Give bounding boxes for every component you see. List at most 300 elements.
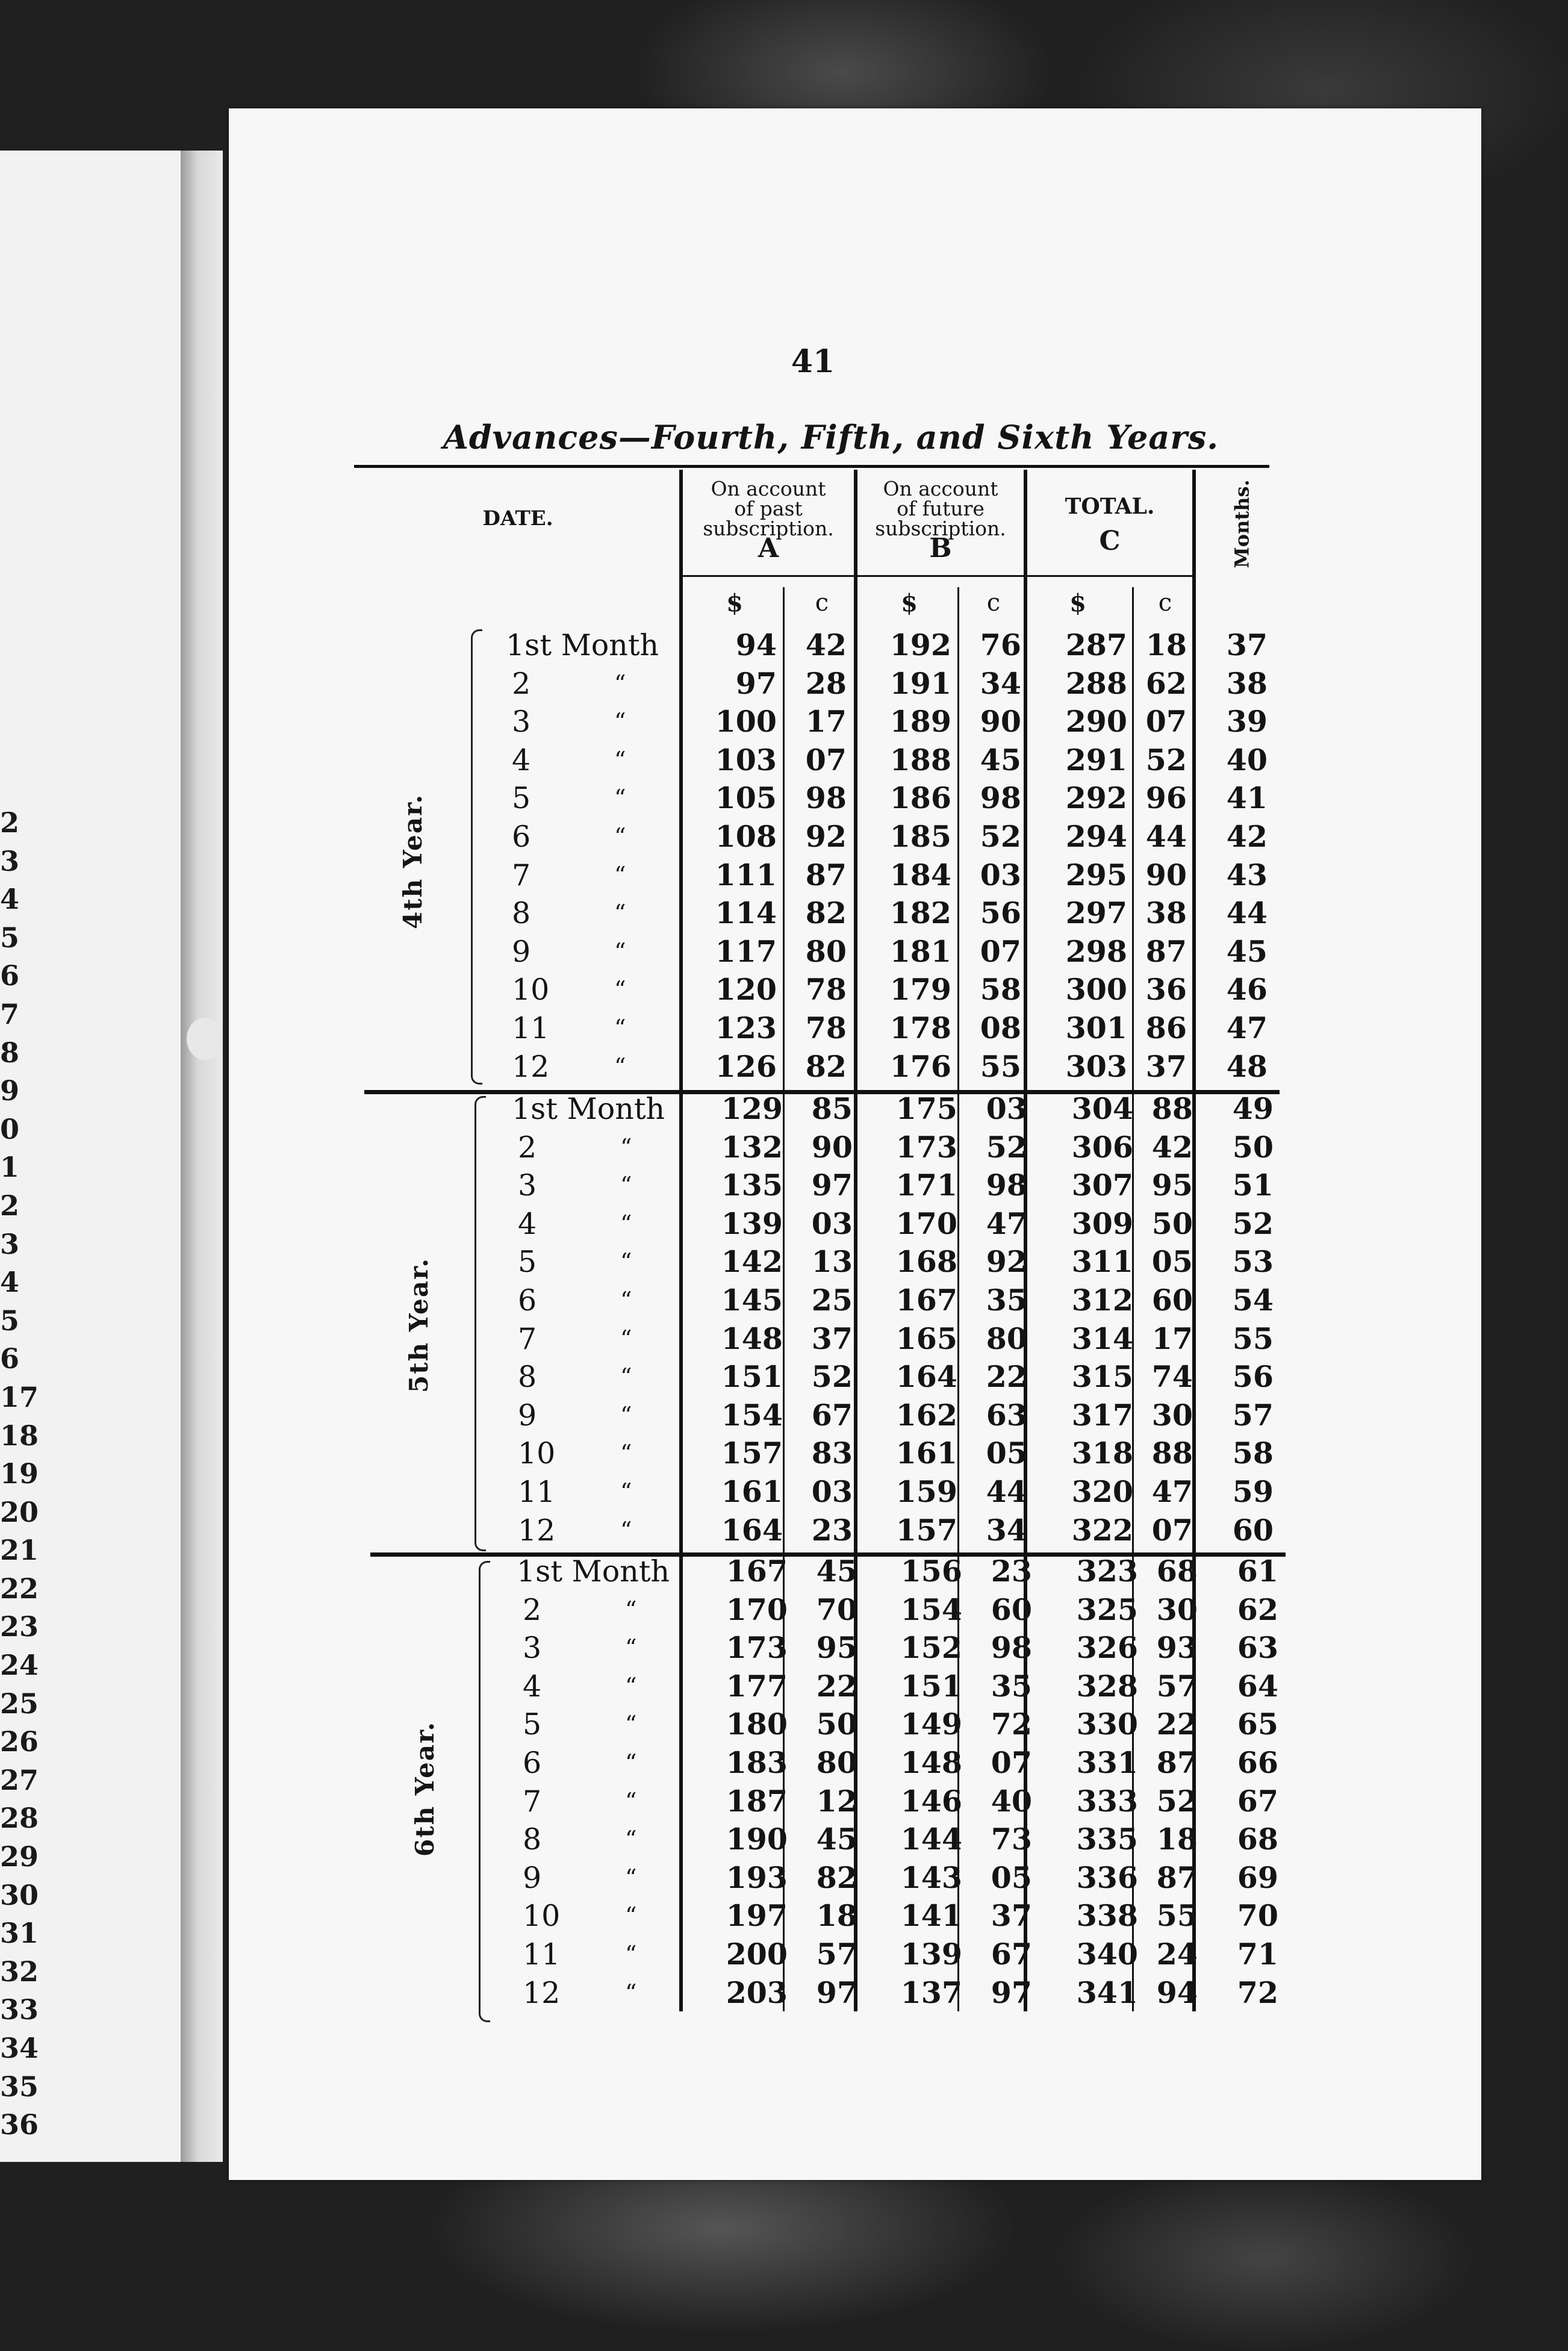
month-label: 7	[518, 1321, 537, 1356]
a-dollars: 197	[726, 1898, 788, 1934]
facing-page-number: 3	[0, 1227, 20, 1260]
a-cents: 67	[811, 1397, 853, 1433]
table-row	[6, 1166, 1283, 1205]
b-dollars: 192	[889, 627, 951, 662]
a-cents: 70	[816, 1592, 857, 1627]
ditto-mark: “	[625, 1979, 637, 2006]
a-cents: 82	[805, 1048, 847, 1084]
month-label: 10	[518, 1436, 556, 1471]
a-dollars: 108	[715, 819, 777, 854]
months-count: 69	[1237, 1860, 1278, 1895]
b-cents: 47	[986, 1206, 1027, 1241]
months-count: 66	[1237, 1745, 1278, 1780]
b-cents: 44	[986, 1474, 1027, 1509]
a-cents: 07	[805, 742, 847, 777]
table-row	[6, 1205, 1283, 1244]
ditto-mark: “	[625, 1634, 637, 1661]
c-dollars: 298	[1065, 933, 1127, 969]
table-row	[0, 626, 1277, 665]
a-dollars: 103	[715, 742, 777, 777]
ditto-mark: “	[620, 1287, 632, 1313]
c-dollars: 318	[1071, 1436, 1133, 1471]
header-date: DATE.	[482, 506, 553, 531]
table-row	[6, 1281, 1283, 1320]
c-cents: 88	[1151, 1091, 1193, 1126]
a-cents: 37	[811, 1321, 853, 1356]
month-label: 9	[523, 1860, 542, 1895]
b-cents: 73	[991, 1822, 1032, 1857]
c-dollars: 331	[1076, 1745, 1138, 1780]
header-b-letter: B	[929, 533, 952, 564]
b-dollars: 171	[895, 1168, 957, 1203]
facing-page-number: 35	[0, 2070, 39, 2103]
month-label: 7	[512, 858, 531, 892]
month-label: 3	[523, 1631, 542, 1666]
b-dollars: 184	[889, 857, 951, 892]
c-dollars: 317	[1071, 1397, 1133, 1433]
b-cents: 45	[980, 742, 1021, 777]
b-cents: 03	[986, 1091, 1027, 1126]
a-cents: 22	[816, 1668, 857, 1704]
c-cents: 07	[1151, 1512, 1193, 1548]
a-dollars: 100	[715, 704, 777, 740]
table-row	[11, 1591, 1287, 1630]
table-row	[11, 1552, 1287, 1591]
months-count: 65	[1237, 1707, 1278, 1742]
c-cents: 90	[1145, 857, 1187, 892]
b-dollars: 181	[889, 933, 951, 969]
a-dollars: 126	[715, 1048, 777, 1084]
b-dollars: 176	[889, 1048, 951, 1084]
month-label: 10	[512, 973, 550, 1007]
header-c-letter: C	[1099, 526, 1121, 556]
month-label: 3	[512, 705, 531, 740]
b-cents: 55	[980, 1048, 1021, 1084]
table-row	[0, 703, 1277, 741]
months-count: 71	[1237, 1937, 1278, 1972]
binding-hole	[187, 1018, 223, 1060]
a-cents: 42	[805, 627, 847, 662]
facing-page-number: 9	[0, 1074, 20, 1107]
b-dollar-sign: $	[901, 589, 918, 617]
a-dollars: 142	[721, 1244, 783, 1280]
b-cents: 07	[980, 933, 1021, 969]
b-dollars: 144	[900, 1822, 962, 1857]
months-count: 51	[1232, 1168, 1274, 1203]
facing-page-number: 21	[0, 1534, 39, 1567]
b-cents: 90	[980, 704, 1021, 740]
a-cents: 28	[805, 665, 847, 701]
b-cents: 34	[980, 665, 1021, 701]
a-dollars: 114	[715, 895, 777, 931]
header-a-line1: On account	[711, 477, 826, 500]
b-dollars: 185	[889, 819, 951, 854]
a-dollars: 173	[726, 1630, 788, 1666]
b-dollars: 146	[900, 1783, 962, 1819]
month-label: 3	[518, 1168, 537, 1203]
c-cents: 86	[1145, 1010, 1187, 1045]
months-count: 44	[1226, 895, 1268, 931]
table-row	[0, 894, 1277, 933]
c-cents: 55	[1156, 1898, 1198, 1934]
b-cents: 07	[991, 1745, 1032, 1780]
month-label: 11	[518, 1475, 556, 1509]
months-count: 64	[1237, 1668, 1278, 1704]
b-dollars: 168	[895, 1244, 957, 1280]
c-cents: 42	[1151, 1129, 1193, 1165]
c-dollars: 341	[1076, 1975, 1138, 2010]
ditto-mark: “	[625, 1596, 637, 1623]
b-cents-sign: c	[986, 589, 1001, 617]
months-count: 62	[1237, 1592, 1278, 1627]
ditto-mark: “	[625, 1787, 637, 1814]
a-dollars: 161	[721, 1474, 783, 1509]
facing-page-number: 7	[0, 997, 20, 1030]
b-dollars: 178	[889, 1010, 951, 1045]
b-cents: 05	[991, 1860, 1032, 1895]
b-dollars: 164	[895, 1359, 957, 1395]
a-cents: 97	[811, 1168, 853, 1203]
c-dollars: 312	[1071, 1283, 1133, 1318]
table-row	[6, 1512, 1283, 1550]
facing-page-number: 3	[0, 844, 20, 877]
c-dollar-sign: $	[1069, 589, 1086, 617]
table-row	[0, 856, 1277, 895]
facing-page-number: 17	[0, 1380, 39, 1413]
months-count: 46	[1226, 972, 1268, 1007]
c-cents: 52	[1156, 1783, 1198, 1819]
a-cents: 03	[811, 1206, 853, 1241]
table-row	[11, 1935, 1287, 1974]
a-dollars: 129	[721, 1091, 783, 1126]
a-cents: 18	[816, 1898, 857, 1934]
c-dollars: 325	[1076, 1592, 1138, 1627]
a-cents: 45	[816, 1554, 857, 1589]
ditto-mark: “	[620, 1401, 632, 1428]
c-dollars: 290	[1065, 704, 1127, 740]
c-cents: 93	[1156, 1630, 1198, 1666]
b-cents: 40	[991, 1783, 1032, 1819]
month-label: 7	[523, 1784, 542, 1819]
a-dollars: 97	[735, 665, 777, 701]
month-label: 1st Month	[506, 628, 659, 662]
facing-page-number: 36	[0, 2108, 39, 2141]
c-cents: 44	[1145, 819, 1187, 854]
facing-page-number: 8	[0, 1036, 20, 1069]
c-cents: 52	[1145, 742, 1187, 777]
b-cents: 37	[991, 1898, 1032, 1934]
facing-page-number: 23	[0, 1610, 39, 1643]
b-cents: 05	[986, 1436, 1027, 1471]
facing-page-number: 25	[0, 1687, 39, 1720]
ditto-mark: “	[625, 1711, 637, 1738]
months-count: 60	[1232, 1512, 1274, 1548]
header-total: TOTAL.	[1065, 494, 1155, 519]
table-row	[6, 1320, 1283, 1359]
months-count: 54	[1232, 1283, 1274, 1318]
a-dollars: 139	[721, 1206, 783, 1241]
c-cents: 68	[1156, 1554, 1198, 1589]
month-label: 8	[523, 1822, 542, 1857]
facing-page-number: 29	[0, 1840, 39, 1873]
a-cents: 12	[816, 1783, 857, 1819]
c-dollars: 306	[1071, 1129, 1133, 1165]
a-dollar-sign: $	[726, 589, 743, 617]
a-cents: 57	[816, 1937, 857, 1972]
b-cents: 52	[986, 1129, 1027, 1165]
b-dollars: 137	[900, 1975, 962, 2010]
top-rule	[354, 465, 1269, 468]
header-b	[857, 477, 1024, 564]
month-label: 4	[512, 743, 531, 777]
b-dollars: 189	[889, 704, 951, 740]
ditto-mark: “	[625, 1864, 637, 1891]
facing-page-number: 18	[0, 1419, 39, 1452]
table-row	[6, 1473, 1283, 1512]
months-count: 40	[1226, 742, 1268, 777]
b-cents: 56	[980, 895, 1021, 931]
month-label: 9	[512, 934, 531, 969]
facing-page-number: 4	[0, 1266, 20, 1299]
c-cents: 88	[1151, 1436, 1193, 1471]
b-dollars: 188	[889, 742, 951, 777]
a-dollars: 200	[726, 1937, 788, 1972]
b-dollars: 162	[895, 1397, 957, 1433]
b-dollars: 175	[895, 1091, 957, 1126]
facing-page-number: 31	[0, 1917, 39, 1950]
b-dollars: 149	[900, 1707, 962, 1742]
facing-page-number: 1	[0, 1151, 20, 1184]
b-dollars: 156	[900, 1554, 962, 1589]
facing-page-number: 34	[0, 2032, 39, 2064]
c-dollars: 314	[1071, 1321, 1133, 1356]
b-cents: 76	[980, 627, 1021, 662]
months-count: 52	[1232, 1206, 1274, 1241]
facing-page-number: 2	[0, 806, 20, 839]
a-dollars: 154	[721, 1397, 783, 1433]
table-row	[0, 933, 1277, 971]
c-dollars: 301	[1065, 1010, 1127, 1045]
facing-page-number: 6	[0, 959, 20, 992]
c-dollars: 333	[1076, 1783, 1138, 1819]
c-dollars: 291	[1065, 742, 1127, 777]
c-cents: 18	[1145, 627, 1187, 662]
a-cents: 17	[805, 704, 847, 740]
months-count: 53	[1232, 1244, 1274, 1280]
months-count: 61	[1237, 1554, 1278, 1589]
b-cents: 72	[991, 1707, 1032, 1742]
c-dollars: 300	[1065, 972, 1127, 1007]
a-dollars: 167	[726, 1554, 788, 1589]
a-dollars: 117	[715, 933, 777, 969]
c-cents: 30	[1156, 1592, 1198, 1627]
facing-page-number: 27	[0, 1763, 39, 1796]
facing-page-number: 5	[0, 921, 20, 954]
b-dollars: 167	[895, 1283, 957, 1318]
table-row	[0, 779, 1277, 818]
c-cents: 94	[1156, 1975, 1198, 2010]
table-row	[11, 1705, 1287, 1744]
a-dollars: 148	[721, 1321, 783, 1356]
table-row	[0, 665, 1277, 703]
ditto-mark: “	[614, 708, 626, 735]
month-label: 8	[512, 896, 531, 931]
ditto-mark: “	[614, 785, 626, 812]
ditto-mark: “	[625, 1749, 637, 1776]
b-cents: 80	[986, 1321, 1027, 1356]
c-dollars: 315	[1071, 1359, 1133, 1395]
b-dollars: 157	[895, 1512, 957, 1548]
a-dollars: 170	[726, 1592, 788, 1627]
ditto-mark: “	[620, 1478, 632, 1505]
months-count: 63	[1237, 1630, 1278, 1666]
b-cents: 60	[991, 1592, 1032, 1627]
c-cents: 60	[1151, 1283, 1193, 1318]
c-cents: 74	[1151, 1359, 1193, 1395]
b-dollars: 151	[900, 1668, 962, 1704]
c-dollars: 292	[1065, 780, 1127, 816]
table-row	[6, 1129, 1283, 1167]
a-cents: 52	[811, 1359, 853, 1395]
months-count: 67	[1237, 1783, 1278, 1819]
table-row	[0, 971, 1277, 1009]
month-label: 1st Month	[512, 1092, 665, 1126]
month-label: 11	[523, 1937, 561, 1972]
c-dollars: 287	[1065, 627, 1127, 662]
c-cents: 18	[1156, 1822, 1198, 1857]
month-label: 6	[518, 1283, 537, 1318]
table-row	[0, 818, 1277, 856]
c-cents: 17	[1151, 1321, 1193, 1356]
b-cents: 58	[980, 972, 1021, 1007]
c-cents: 05	[1151, 1244, 1193, 1280]
a-cents: 80	[805, 933, 847, 969]
a-cents: 45	[816, 1822, 857, 1857]
c-dollars: 338	[1076, 1898, 1138, 1934]
a-cents: 83	[811, 1436, 853, 1471]
header-bottom-rule	[680, 575, 1192, 577]
table-row	[11, 1629, 1287, 1667]
b-cents: 08	[980, 1010, 1021, 1045]
a-dollars: 132	[721, 1129, 783, 1165]
month-label: 2	[518, 1130, 537, 1165]
a-cents: 95	[816, 1630, 857, 1666]
ditto-mark: “	[620, 1172, 632, 1199]
header-a-line2: of past	[734, 497, 803, 520]
header-a-letter: A	[758, 533, 779, 564]
c-cents: 38	[1145, 895, 1187, 931]
months-count: 48	[1226, 1048, 1268, 1084]
c-cents: 50	[1151, 1206, 1193, 1241]
a-dollars: 203	[726, 1975, 788, 2010]
b-cents: 22	[986, 1359, 1027, 1395]
b-dollars: 173	[895, 1129, 957, 1165]
months-count: 58	[1232, 1436, 1274, 1471]
table-row	[6, 1397, 1283, 1435]
month-label: 6	[512, 820, 531, 854]
month-label: 11	[512, 1011, 550, 1045]
b-cents: 97	[991, 1975, 1032, 2010]
b-cents: 67	[991, 1937, 1032, 1972]
page-number: 41	[791, 343, 835, 380]
months-count: 47	[1226, 1010, 1268, 1045]
c-dollars: 311	[1071, 1244, 1133, 1280]
header-months: Months.	[1231, 479, 1254, 568]
b-dollars: 170	[895, 1206, 957, 1241]
c-dollars: 320	[1071, 1474, 1133, 1509]
b-dollars: 182	[889, 895, 951, 931]
c-cents: 37	[1145, 1048, 1187, 1084]
ditto-mark: “	[614, 1015, 626, 1041]
ditto-mark: “	[614, 900, 626, 927]
c-dollars: 309	[1071, 1206, 1133, 1241]
a-dollars: 193	[726, 1860, 788, 1895]
c-dollars: 326	[1076, 1630, 1138, 1666]
months-count: 72	[1237, 1975, 1278, 2010]
month-label: 12	[512, 1049, 550, 1084]
a-cents: 82	[816, 1860, 857, 1895]
header-a	[683, 477, 854, 564]
c-dollars: 323	[1076, 1554, 1138, 1589]
c-cents: 87	[1156, 1860, 1198, 1895]
a-dollars: 94	[735, 627, 777, 662]
c-cents: 87	[1156, 1745, 1198, 1780]
ditto-mark: “	[614, 861, 626, 888]
a-dollars: 183	[726, 1745, 788, 1780]
b-cents: 35	[991, 1668, 1032, 1704]
months-count: 41	[1226, 780, 1268, 816]
a-cents: 03	[811, 1474, 853, 1509]
ditto-mark: “	[620, 1440, 632, 1467]
a-dollars: 164	[721, 1512, 783, 1548]
a-cents: 23	[811, 1512, 853, 1548]
c-cents: 96	[1145, 780, 1187, 816]
a-cents: 25	[811, 1283, 853, 1318]
b-dollars: 141	[900, 1898, 962, 1934]
months-count: 59	[1232, 1474, 1274, 1509]
ditto-mark: “	[620, 1363, 632, 1390]
table-row	[11, 1820, 1287, 1859]
b-dollars: 186	[889, 780, 951, 816]
facing-page-number: 4	[0, 883, 20, 916]
a-dollars: 120	[715, 972, 777, 1007]
a-cents: 85	[811, 1091, 853, 1126]
facing-page-number: 19	[0, 1457, 39, 1490]
a-cents: 92	[805, 819, 847, 854]
ditto-mark: “	[614, 938, 626, 965]
a-cents: 78	[805, 1010, 847, 1045]
ditto-mark: “	[614, 1053, 626, 1080]
month-label: 5	[518, 1245, 537, 1280]
a-cents: 13	[811, 1244, 853, 1280]
year-label-5th: 5th Year.	[403, 1257, 434, 1393]
month-label: 5	[512, 781, 531, 816]
c-dollars: 307	[1071, 1168, 1133, 1203]
header-a-line3: subscription.	[703, 517, 834, 540]
facing-page-number: 22	[0, 1572, 39, 1605]
month-label: 9	[518, 1398, 537, 1433]
c-dollars: 303	[1065, 1048, 1127, 1084]
b-dollars: 161	[895, 1436, 957, 1471]
b-cents: 92	[986, 1244, 1027, 1280]
table-title: Advances—Fourth, Fifth, and Sixth Years.	[443, 418, 1219, 456]
c-dollars: 288	[1065, 665, 1127, 701]
c-dollars: 328	[1076, 1668, 1138, 1704]
a-cents-sign: c	[815, 589, 829, 617]
month-label: 12	[523, 1975, 561, 2010]
table-row	[11, 1974, 1287, 2013]
c-dollars: 335	[1076, 1822, 1138, 1857]
